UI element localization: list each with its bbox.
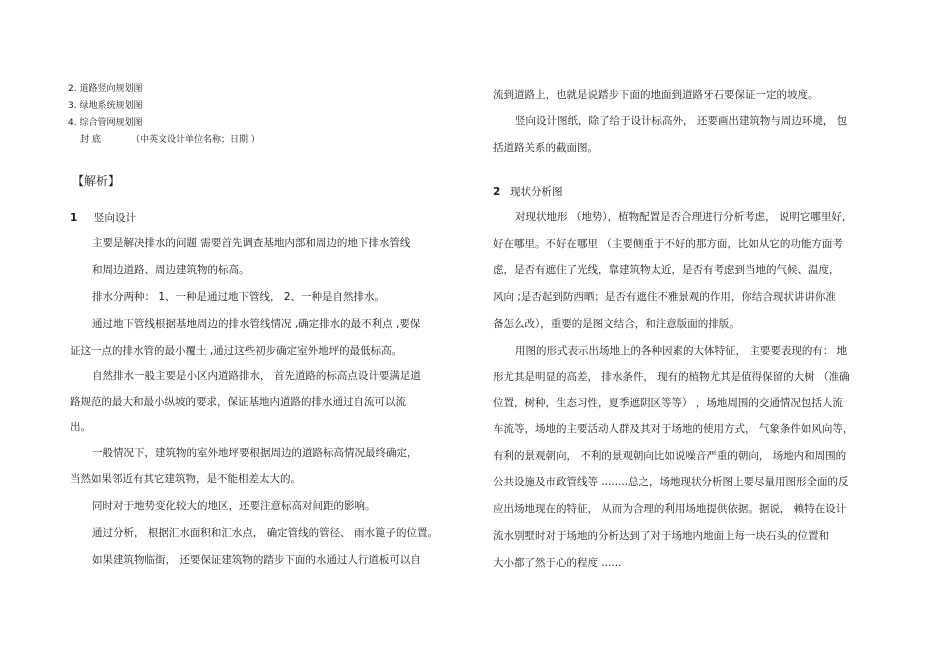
cover-note: （中英文设计单位名称；日期 ） — [131, 135, 260, 145]
body-line: 虑，是否有遮住了光线，靠建筑物太近，是否有考虑到当地的气候、温度， — [493, 264, 840, 276]
body-line: 自然排水一般主要是小区内道路排水， 首先道路的标高点设计要满足道 — [92, 370, 421, 382]
body-line: 同时对于地势变化较大的地区，还要注意标高对间距的影响。 — [92, 500, 376, 512]
body-line: 当然如果邻近有其它建筑物，是不能相差太大的。 — [70, 473, 301, 485]
cover-label: 封 底 — [80, 135, 101, 145]
body-line: 通过分析， 根据汇水面积和汇水点， 确定管线的管径、 雨水篦子的位置。 — [92, 527, 439, 539]
body-line: 风向 ;是否起到防西晒；是否有遮住不雅景观的作用，你结合现状讲讲你准 — [493, 291, 836, 303]
body-line: 好在哪里。不好在哪里 （主要侧重于不好的那方面，比如从它的功能方面考 — [493, 238, 843, 250]
body-line: 排水分两种： 1、一种是通过地下管线， 2、一种是自然排水。 — [92, 291, 386, 303]
body-line: 对现状地形 （地势），植物配置是否合理进行分析考虑， 说明它哪里好， — [515, 211, 853, 223]
body-line: 车流等，场地的主要活动人群及其对于场地的使用方式， 气象条件如风向等， — [493, 423, 854, 435]
body-line: 和周边道路、周边建筑物的标高。 — [92, 264, 250, 276]
body-line: 位置，树种，生态习性，夏季遮阴区等等） ，场地周围的交通情况包括人流 — [493, 397, 843, 409]
body-line: 路规范的最大和最小纵坡的要求，保证基地内道路的排水通过自流可以流 — [70, 396, 406, 408]
body-line: 通过地下管线根据基地周边的排水管线情况 ,确定排水的最不利点 ,要保 — [92, 318, 421, 330]
body-line: 主要是解决排水的问题 需要首先调查基地内部和周边的地下排水管线 — [92, 237, 411, 249]
section-number: 2 — [493, 186, 501, 198]
body-line: 流水别墅时对于场地的分析达到了对于场地内地面上每一块石头的位置和 — [493, 530, 829, 542]
toc-item: 4. 综合管网规划图 — [68, 118, 143, 128]
body-line: 一般情况下，建筑物的室外地坪要根据周边的道路标高情况最终确定， — [92, 447, 418, 459]
section-title: 现状分析图 — [510, 186, 563, 198]
body-line: 形尤其是明显的高差， 排水条件， 现有的植物尤其是值得保留的大树 （准确 — [493, 371, 850, 383]
body-line: 竖向设计图纸，除了给于设计标高外， 还要画出建筑物与周边环境， 包 — [515, 115, 848, 127]
section-title: 竖向设计 — [94, 212, 136, 224]
body-line: 有利的景观朝向， 不利的景观朝向比如说噪音严重的朝向， 场地内和周围的 — [493, 450, 847, 462]
section-number: 1 — [70, 212, 78, 224]
body-line: 应出场地现在的特征， 从而为合理的利用场地提供依据。据说， 赖特在设计 — [493, 503, 847, 515]
body-line: 大小都了然于心的程度 ...... — [493, 557, 622, 569]
body-line: 证这一点的排水管的最小覆土 ,通过这些初步确定室外地坪的最低标高。 — [70, 345, 403, 357]
analysis-heading: 【解析】 — [72, 174, 121, 188]
body-line: 公共设施及市政管线等 ........总之，场地现状分析图上要尽量用图形全面的反 — [493, 476, 849, 488]
body-line: 如果建筑物临街， 还要保证建筑物的踏步下面的水通过人行道板可以自 — [92, 554, 421, 566]
toc-item: 3. 绿地系统规划图 — [68, 101, 143, 111]
body-line: 出。 — [70, 421, 91, 433]
toc-item: 2. 道路竖向规划图 — [68, 84, 143, 94]
body-line: 备怎么改），重要的是图文结合，和注意版面的排版。 — [493, 318, 740, 330]
body-line: 用图的形式表示出场地上的各种因素的大体特征， 主要要表现的有： 地 — [515, 345, 848, 357]
body-line: 括道路关系的截面图。 — [493, 142, 598, 154]
body-line: 流到道路上，也就是说踏步下面的地面到道路牙石要保证一定的坡度。 — [493, 89, 819, 101]
